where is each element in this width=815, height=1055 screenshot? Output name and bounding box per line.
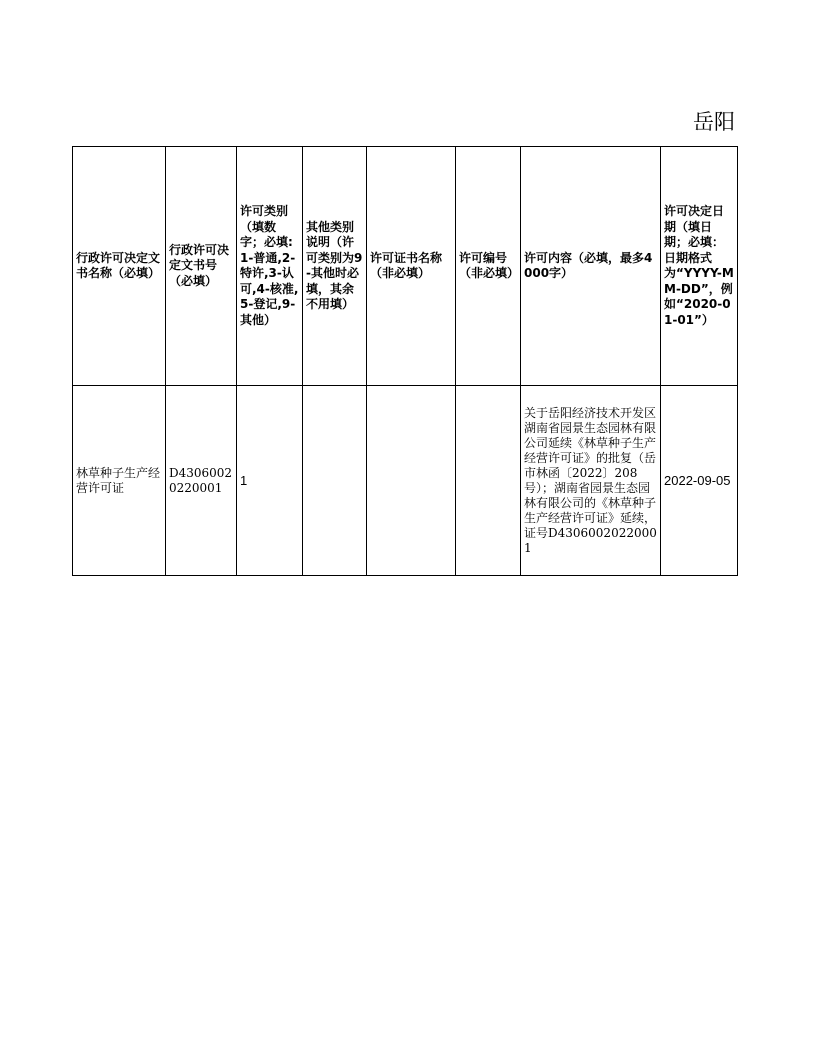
- cell-category: 1: [237, 386, 303, 576]
- cell-doc-number: D43060020220001: [166, 386, 237, 576]
- header-doc-number: 行政许可决定文书号（必填）: [166, 147, 237, 386]
- cell-cert-name: [367, 386, 456, 576]
- header-date: 许可决定日期（填日期；必填：日期格式为“YYYY-MM-DD”，例如“2020-01-01”）: [661, 147, 738, 386]
- table-header-row: [73, 147, 738, 386]
- cell-license-no: [456, 386, 521, 576]
- cell-other-desc: [303, 386, 367, 576]
- header-content: 许可内容（必填，最多4000字）: [521, 147, 661, 386]
- license-table: [72, 146, 738, 576]
- header-doc-name: 行政许可决定文书名称（必填）: [73, 147, 166, 386]
- header-cert-name: 许可证书名称（非必填）: [367, 147, 456, 386]
- cell-date: 2022-09-05: [661, 386, 738, 576]
- table-row: [73, 386, 738, 576]
- cell-content: 关于岳阳经济技术开发区湖南省园景生态园林有限公司延续《林草种子生产经营许可证》的批复（岳市林函〔2022〕208 号）；湖南省园景生态园林有限公司的《林草种子生产经营许可证》延续，证号D43060020220001: [521, 386, 661, 576]
- header-other-desc: 其他类别说明（许可类别为9-其他时必填，其余不用填）: [303, 147, 367, 386]
- page-title: 岳阳: [693, 110, 735, 134]
- header-license-no: 许可编号（非必填）: [456, 147, 521, 386]
- cell-doc-name: 林草种子生产经营许可证: [73, 386, 166, 576]
- header-category: 许可类别（填数字；必填:1-普通,2-特许,3-认可,4-核准,5-登记,9-其他）: [237, 147, 303, 386]
